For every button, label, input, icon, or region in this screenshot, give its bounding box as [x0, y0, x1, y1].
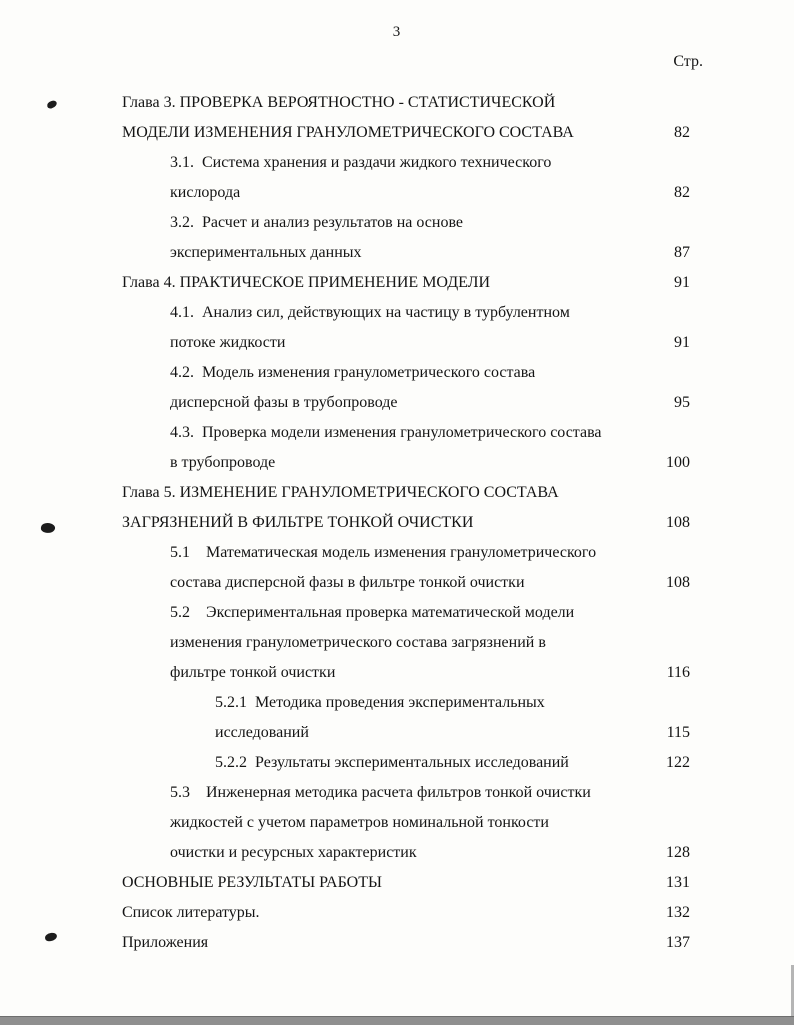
toc-entry-text: Глава 4. ПРАКТИЧЕСКОЕ ПРИМЕНЕНИЕ МОДЕЛИ — [122, 274, 491, 291]
toc-entry-text: Глава 5. ИЗМЕНЕНИЕ ГРАНУЛОМЕТРИЧЕСКОГО СОСТАВА — [122, 484, 559, 501]
toc-page-number: 82 — [674, 124, 690, 141]
toc-row — [122, 718, 690, 748]
toc-page-number: 91 — [674, 274, 690, 291]
toc-page-number: 116 — [666, 664, 690, 681]
toc-entry-text: жидкостей с учетом параметров номинальной тонкости — [170, 814, 549, 831]
toc-page-number: 131 — [666, 874, 690, 891]
toc-row — [122, 388, 690, 418]
toc-page-number: 122 — [666, 754, 690, 771]
scan-edge-artifact — [0, 1016, 794, 1025]
toc-entry-text: изменения гранулометрического состава загрязнений в — [170, 634, 546, 651]
toc-entry-text: 5.2.2 Результаты экспериментальных исследований — [215, 754, 569, 771]
ink-mark — [45, 932, 58, 942]
toc-row — [122, 298, 690, 328]
toc-entry-text: 3.2. Расчет и анализ результатов на основе — [170, 214, 464, 231]
toc-page-number: 132 — [666, 904, 690, 921]
toc-entry-text: исследований — [215, 724, 309, 741]
ink-mark — [40, 522, 56, 534]
toc-page-number: 108 — [666, 574, 690, 591]
toc-row — [122, 898, 690, 928]
toc-row — [122, 268, 690, 298]
toc-row — [122, 658, 690, 688]
toc-entry-text: 4.2. Модель изменения гранулометрического состава — [170, 364, 536, 381]
toc-page-number: 82 — [674, 184, 690, 201]
ink-mark — [46, 100, 58, 110]
toc-entry-text: 4.1. Анализ сил, действующих на частицу в турбулентном — [170, 304, 570, 321]
toc-entry-text: состава дисперсной фазы в фильтре тонкой очистки — [170, 574, 525, 591]
toc-row — [122, 748, 690, 778]
toc-row — [122, 418, 690, 448]
toc-entry-text: дисперсной фазы в трубопроводе — [170, 394, 398, 411]
toc-page-number: 100 — [666, 454, 690, 471]
toc-row — [122, 88, 690, 118]
toc-row — [122, 868, 690, 898]
toc-row — [122, 448, 690, 478]
toc-row — [122, 628, 690, 658]
toc-row — [122, 838, 690, 868]
toc-entry-text: фильтре тонкой очистки — [170, 664, 336, 681]
toc-row — [122, 508, 690, 538]
toc-page-number: 95 — [674, 394, 690, 411]
toc-row — [122, 688, 690, 718]
toc-row — [122, 598, 690, 628]
toc-entry-text: 5.2.1 Методика проведения экспериментальных — [215, 694, 545, 711]
toc-entry-text: Глава 3. ПРОВЕРКА ВЕРОЯТНОСТНО - СТАТИСТИЧЕСКОЙ — [122, 94, 556, 111]
toc-row — [122, 238, 690, 268]
toc-entry-text: кислорода — [170, 184, 241, 201]
toc-entry-text: 5.2 Экспериментальная проверка математической модели — [170, 604, 575, 621]
toc-entry-text: 3.1. Система хранения и раздачи жидкого технического — [170, 154, 552, 171]
toc-list — [122, 88, 690, 958]
toc-entry-text: 5.3 Инженерная методика расчета фильтров тонкой очистки — [170, 784, 591, 801]
toc-entry-text: 4.3. Проверка модели изменения гранулометрического состава — [170, 424, 602, 441]
toc-row — [122, 208, 690, 238]
toc-entry-text: ОСНОВНЫЕ РЕЗУЛЬТАТЫ РАБОТЫ — [122, 874, 382, 891]
toc-entry-text: Список литературы. — [122, 904, 260, 921]
toc-page-number: 115 — [666, 724, 690, 741]
toc-page-number: 137 — [666, 934, 690, 951]
toc-entry-text: 5.1 Математическая модель изменения гранулометрического — [170, 544, 597, 561]
toc-row — [122, 148, 690, 178]
toc-row — [122, 178, 690, 208]
page-column-header: Стр. — [673, 53, 703, 70]
toc-entry-text: экспериментальных данных — [170, 244, 362, 261]
toc-row — [122, 478, 690, 508]
toc-row — [122, 358, 690, 388]
toc-entry-text: потоке жидкости — [170, 334, 286, 351]
toc-row — [122, 928, 690, 958]
toc-row — [122, 778, 690, 808]
toc-entry-text: МОДЕЛИ ИЗМЕНЕНИЯ ГРАНУЛОМЕТРИЧЕСКОГО СОСТАВА — [122, 124, 574, 141]
toc-page-number: 128 — [666, 844, 690, 861]
toc-page-number: 108 — [666, 514, 690, 531]
toc-page-number: 87 — [674, 244, 690, 261]
toc-page-number: 91 — [674, 334, 690, 351]
page-number: 3 — [392, 24, 402, 40]
toc-entry-text: Приложения — [122, 934, 209, 951]
toc-row — [122, 328, 690, 358]
toc-row — [122, 808, 690, 838]
toc-entry-text: очистки и ресурсных характеристик — [170, 844, 417, 861]
toc-entry-text: в трубопроводе — [170, 454, 276, 471]
toc-entry-text: ЗАГРЯЗНЕНИЙ В ФИЛЬТРЕ ТОНКОЙ ОЧИСТКИ — [122, 514, 474, 531]
toc-row — [122, 568, 690, 598]
toc-row — [122, 538, 690, 568]
toc-row — [122, 118, 690, 148]
